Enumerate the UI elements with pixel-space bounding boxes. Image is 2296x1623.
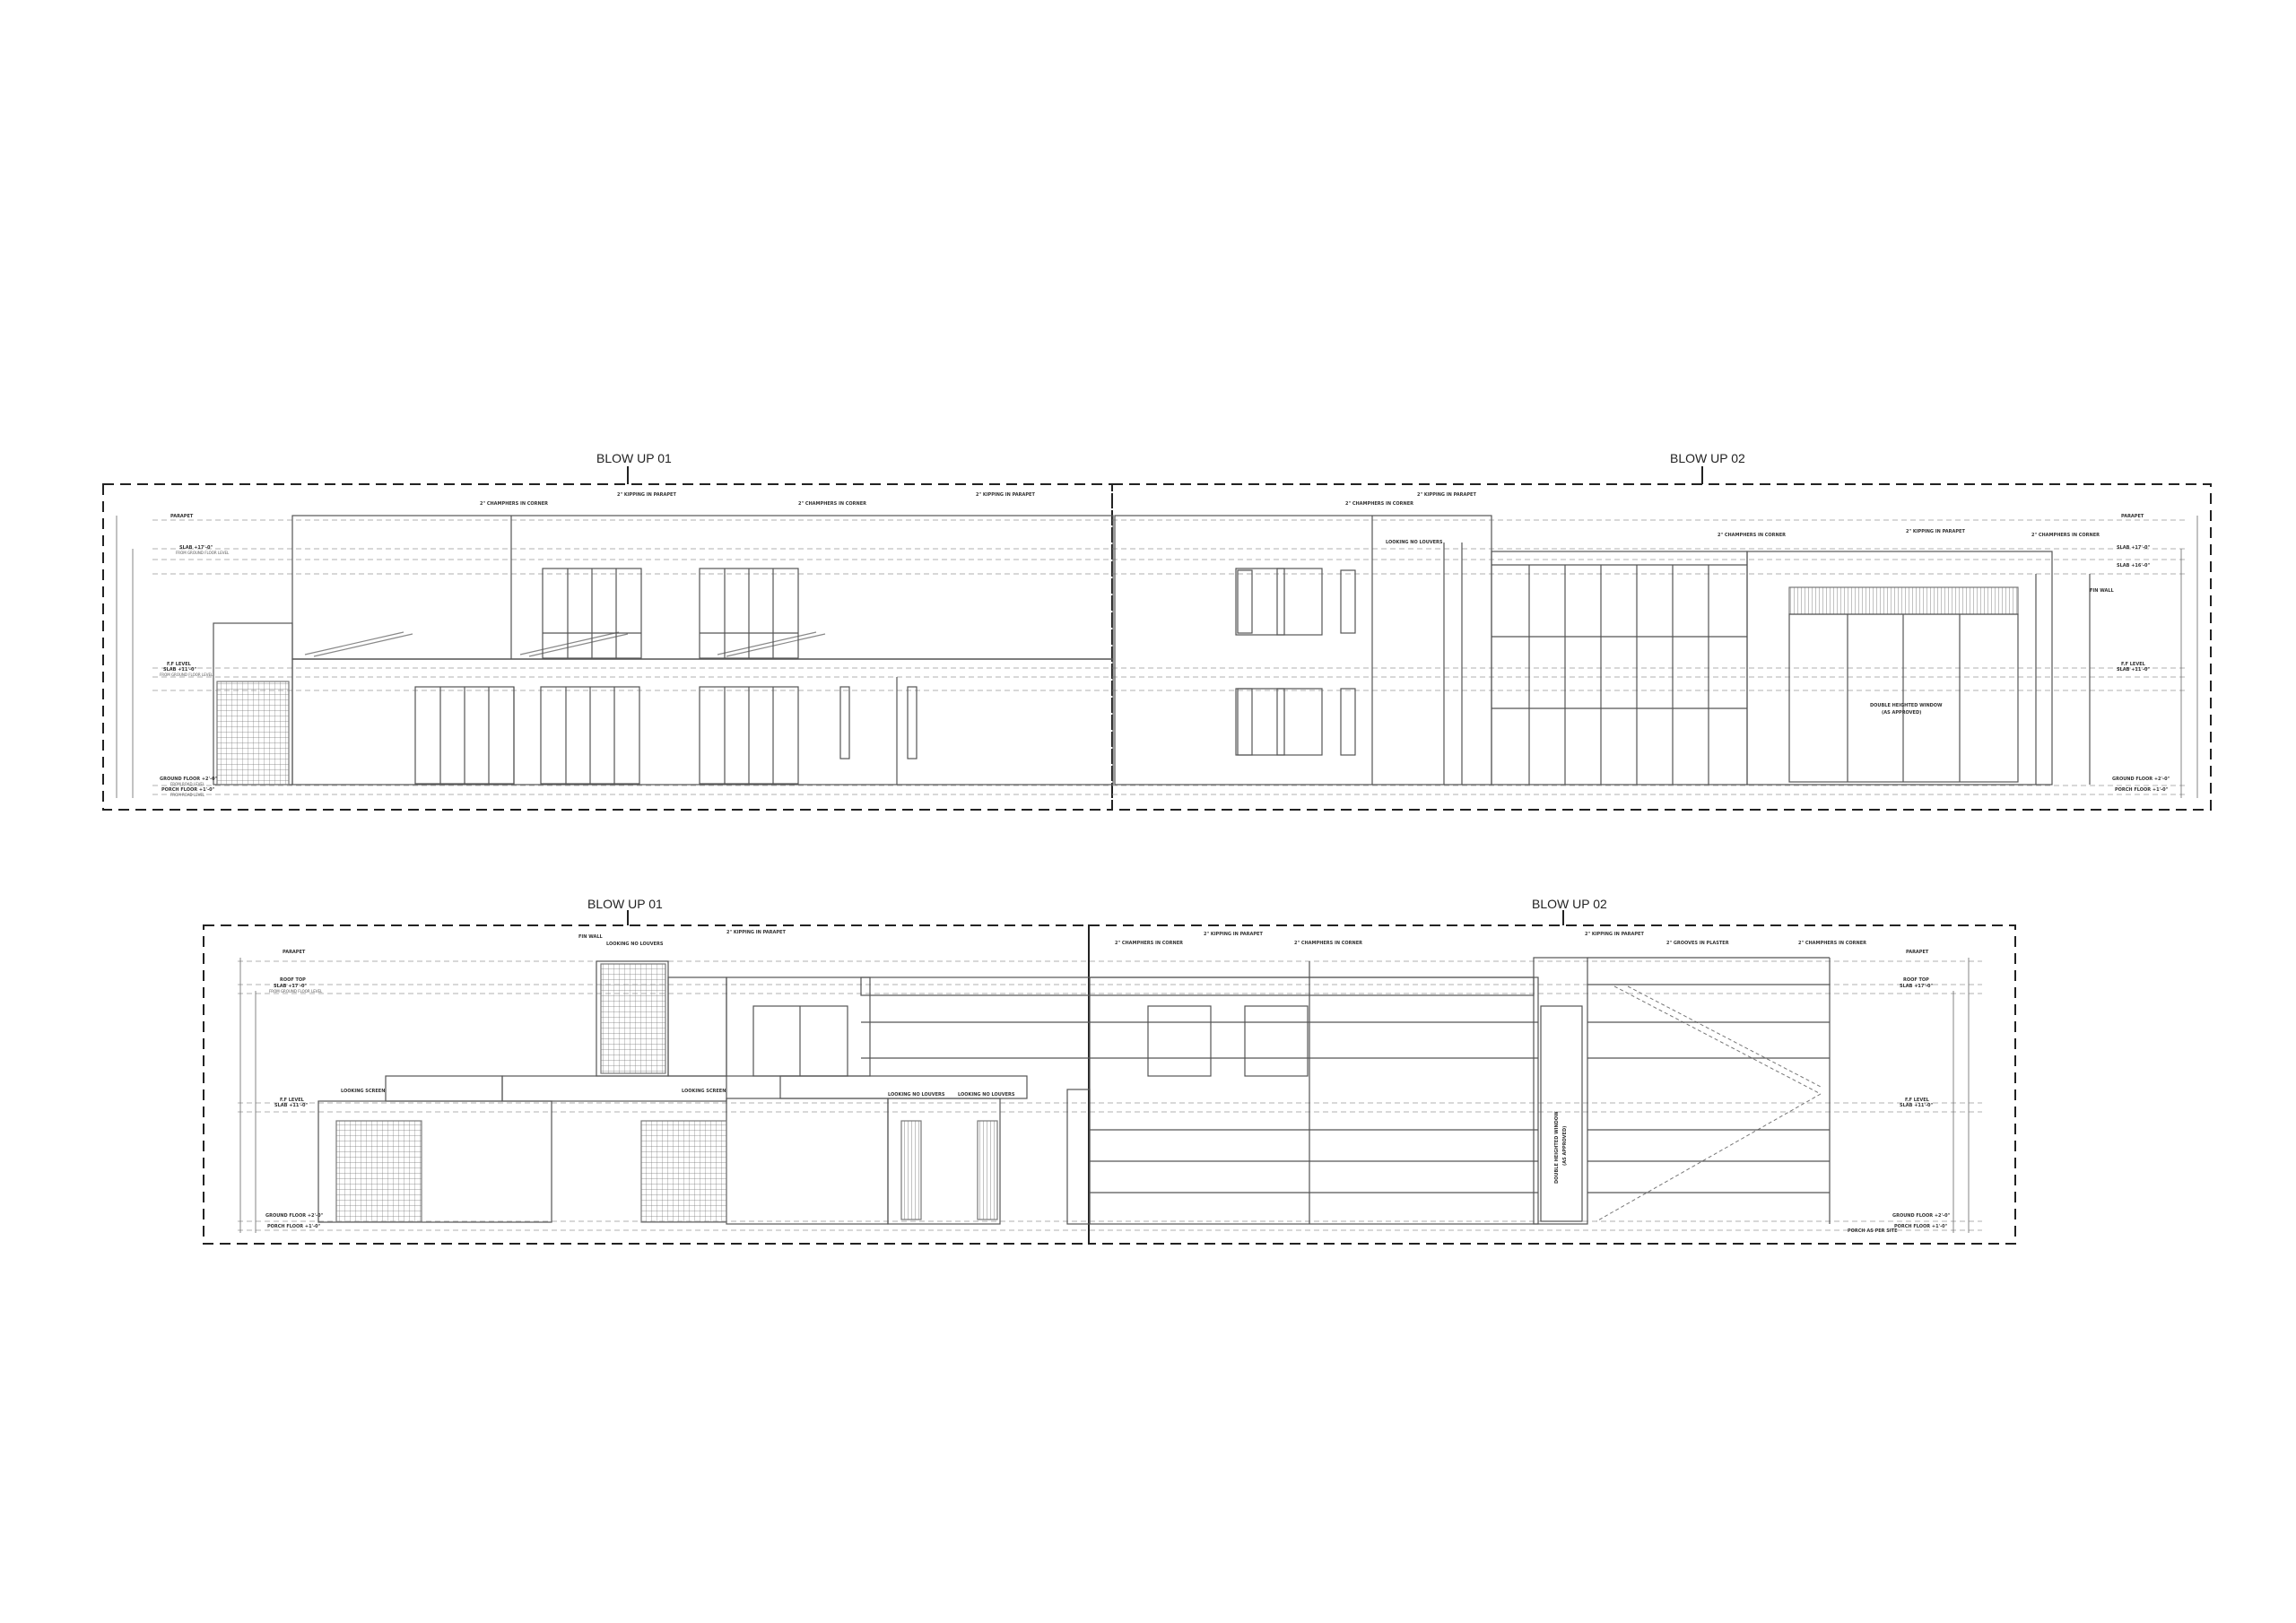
blowup-title-top-left: BLOW UP 01 [596,451,672,465]
e2-louvers-2: LOOKING NO LOUVERS [888,1092,945,1098]
e1-porch-right: PORCH FLOOR +1'-0" [2115,787,2169,793]
e1-porch-sub: FROM ROAD LEVEL [170,793,205,797]
blowup-title-bottom-right: BLOW UP 02 [1532,897,1607,911]
e1-slab-right-2: SLAB +16'-0" [2117,563,2151,568]
e2-ff-level-right: F.F LEVEL [1905,1098,1929,1103]
e1-porch-floor: PORCH FLOOR +1'-0" [161,787,215,793]
e2-porch-floor: PORCH FLOOR +1'-0" [267,1224,321,1229]
e1-ff-sub: FROM GROUND FLOOR LEVEL [160,673,213,677]
elevation-2 [204,910,2015,1244]
e1-chamfer-4: 2" CHAMPHERS IN CORNER [1718,533,1786,538]
e1-ff-level-right: F.F LEVEL [2121,662,2145,667]
e1-fin-wall: FIN WALL [2090,588,2114,594]
e1-slab-label: SLAB +17'-0" [179,545,213,551]
lower-windows-1 [415,677,917,785]
e2-louvers-3: LOOKING NO LOUVERS [958,1092,1015,1098]
e2-chamfer-3: 2" CHAMPHERS IN CORNER [1798,941,1866,946]
e2-porch-right: PORCH FLOOR +1'-0" [1894,1224,1948,1229]
e1-ground-floor: GROUND FLOOR +2'-0" [160,777,218,782]
elevation-1 [103,466,2211,810]
e1-kipping-2: 2" KIPPING IN PARAPET [976,492,1035,498]
e1-chamfer-3: 2" CHAMPHERS IN CORNER [1345,501,1413,507]
e2-louvers-1: LOOKING NO LOUVERS [606,942,664,947]
e2-slab-sub: FROM GROUND FLOOR LEVEL [269,989,323,994]
e1-ff-level: F.F LEVEL [167,662,191,667]
e2-roof-top-right: ROOF TOP [1903,977,1929,983]
e1-kipping-4: 2" KIPPING IN PARAPET [1906,529,1965,534]
e1-kipping-3: 2" KIPPING IN PARAPET [1417,492,1476,498]
e2-porch-note: PORCH AS PER SITE [1848,1228,1898,1234]
e1-ground-right: GROUND FLOOR +2'-0" [2112,777,2170,782]
e1-double-window: DOUBLE HEIGHTED WINDOW [1870,703,1943,708]
e1-double-window-2: (AS APPROVED) [1882,710,1922,716]
e2-kipping-2: 2" KIPPING IN PARAPET [1204,932,1263,937]
e1-parapet-label: PARAPET [170,514,194,519]
level-lines-1 [152,520,2188,794]
e2-ff-slab: SLAB +11'-0" [274,1103,309,1108]
e2-ff-level: F.F LEVEL [280,1098,304,1103]
e2-parapet: PARAPET [283,950,306,955]
e2-ground-floor: GROUND FLOOR +2'-0" [265,1213,324,1219]
e1-slab-right: SLAB +17'-0" [2117,545,2151,551]
e2-ff-slab-right: SLAB +11'-0" [1900,1103,1934,1108]
e2-grooves: 2" GROOVES IN PLASTER [1666,941,1729,946]
e2-double-window-2: (AS APPROVED) [1562,1125,1568,1166]
e2-double-window: DOUBLE HEIGHTED WINDOW [1554,1111,1560,1184]
e1-ff-slab: SLAB +11'-0" [163,667,197,673]
e1-slab-sub: FROM GROUND FLOOR LEVEL [176,551,230,555]
e2-fin-wall: FIN WALL [578,934,603,940]
e2-slab: SLAB +17'-0" [274,984,308,989]
e2-kipping-1: 2" KIPPING IN PARAPET [726,930,786,935]
e1-ground-sub: FROM ROAD LEVEL [170,782,205,786]
e2-kipping-3: 2" KIPPING IN PARAPET [1585,932,1644,937]
e1-chamfer-1: 2" CHAMPHERS IN CORNER [480,501,548,507]
e2-parapet-right: PARAPET [1906,950,1929,955]
e2-screen-1: LOOKING SCREEN [341,1089,386,1094]
e1-kipping-1: 2" KIPPING IN PARAPET [617,492,676,498]
e2-ground-right: GROUND FLOOR +2'-0" [1892,1213,1951,1219]
e1-ff-slab-right: SLAB +11'-0" [2117,667,2151,673]
e2-chamfer-2: 2" CHAMPHERS IN CORNER [1294,941,1362,946]
e2-screen-2: LOOKING SCREEN [682,1089,726,1094]
blowup-title-top-right: BLOW UP 02 [1670,451,1745,465]
blowup-frame-4 [1089,925,2015,1244]
e2-chamfer-1: 2" CHAMPHERS IN CORNER [1115,941,1183,946]
e1-chamfer-5: 2" CHAMPHERS IN CORNER [2031,533,2100,538]
blowup-title-bottom-left: BLOW UP 01 [587,897,663,911]
e2-roof-top: ROOF TOP [280,977,306,983]
level-lines-2 [238,961,1982,1230]
e1-parapet-right: PARAPET [2121,514,2144,519]
e1-chamfer-2: 2" CHAMPHERS IN CORNER [798,501,866,507]
stair-zigzag [1596,986,1821,1221]
e2-slab-right: SLAB +17'-0" [1900,984,1934,989]
e1-louvers: LOOKING NO LOUVERS [1386,540,1443,545]
